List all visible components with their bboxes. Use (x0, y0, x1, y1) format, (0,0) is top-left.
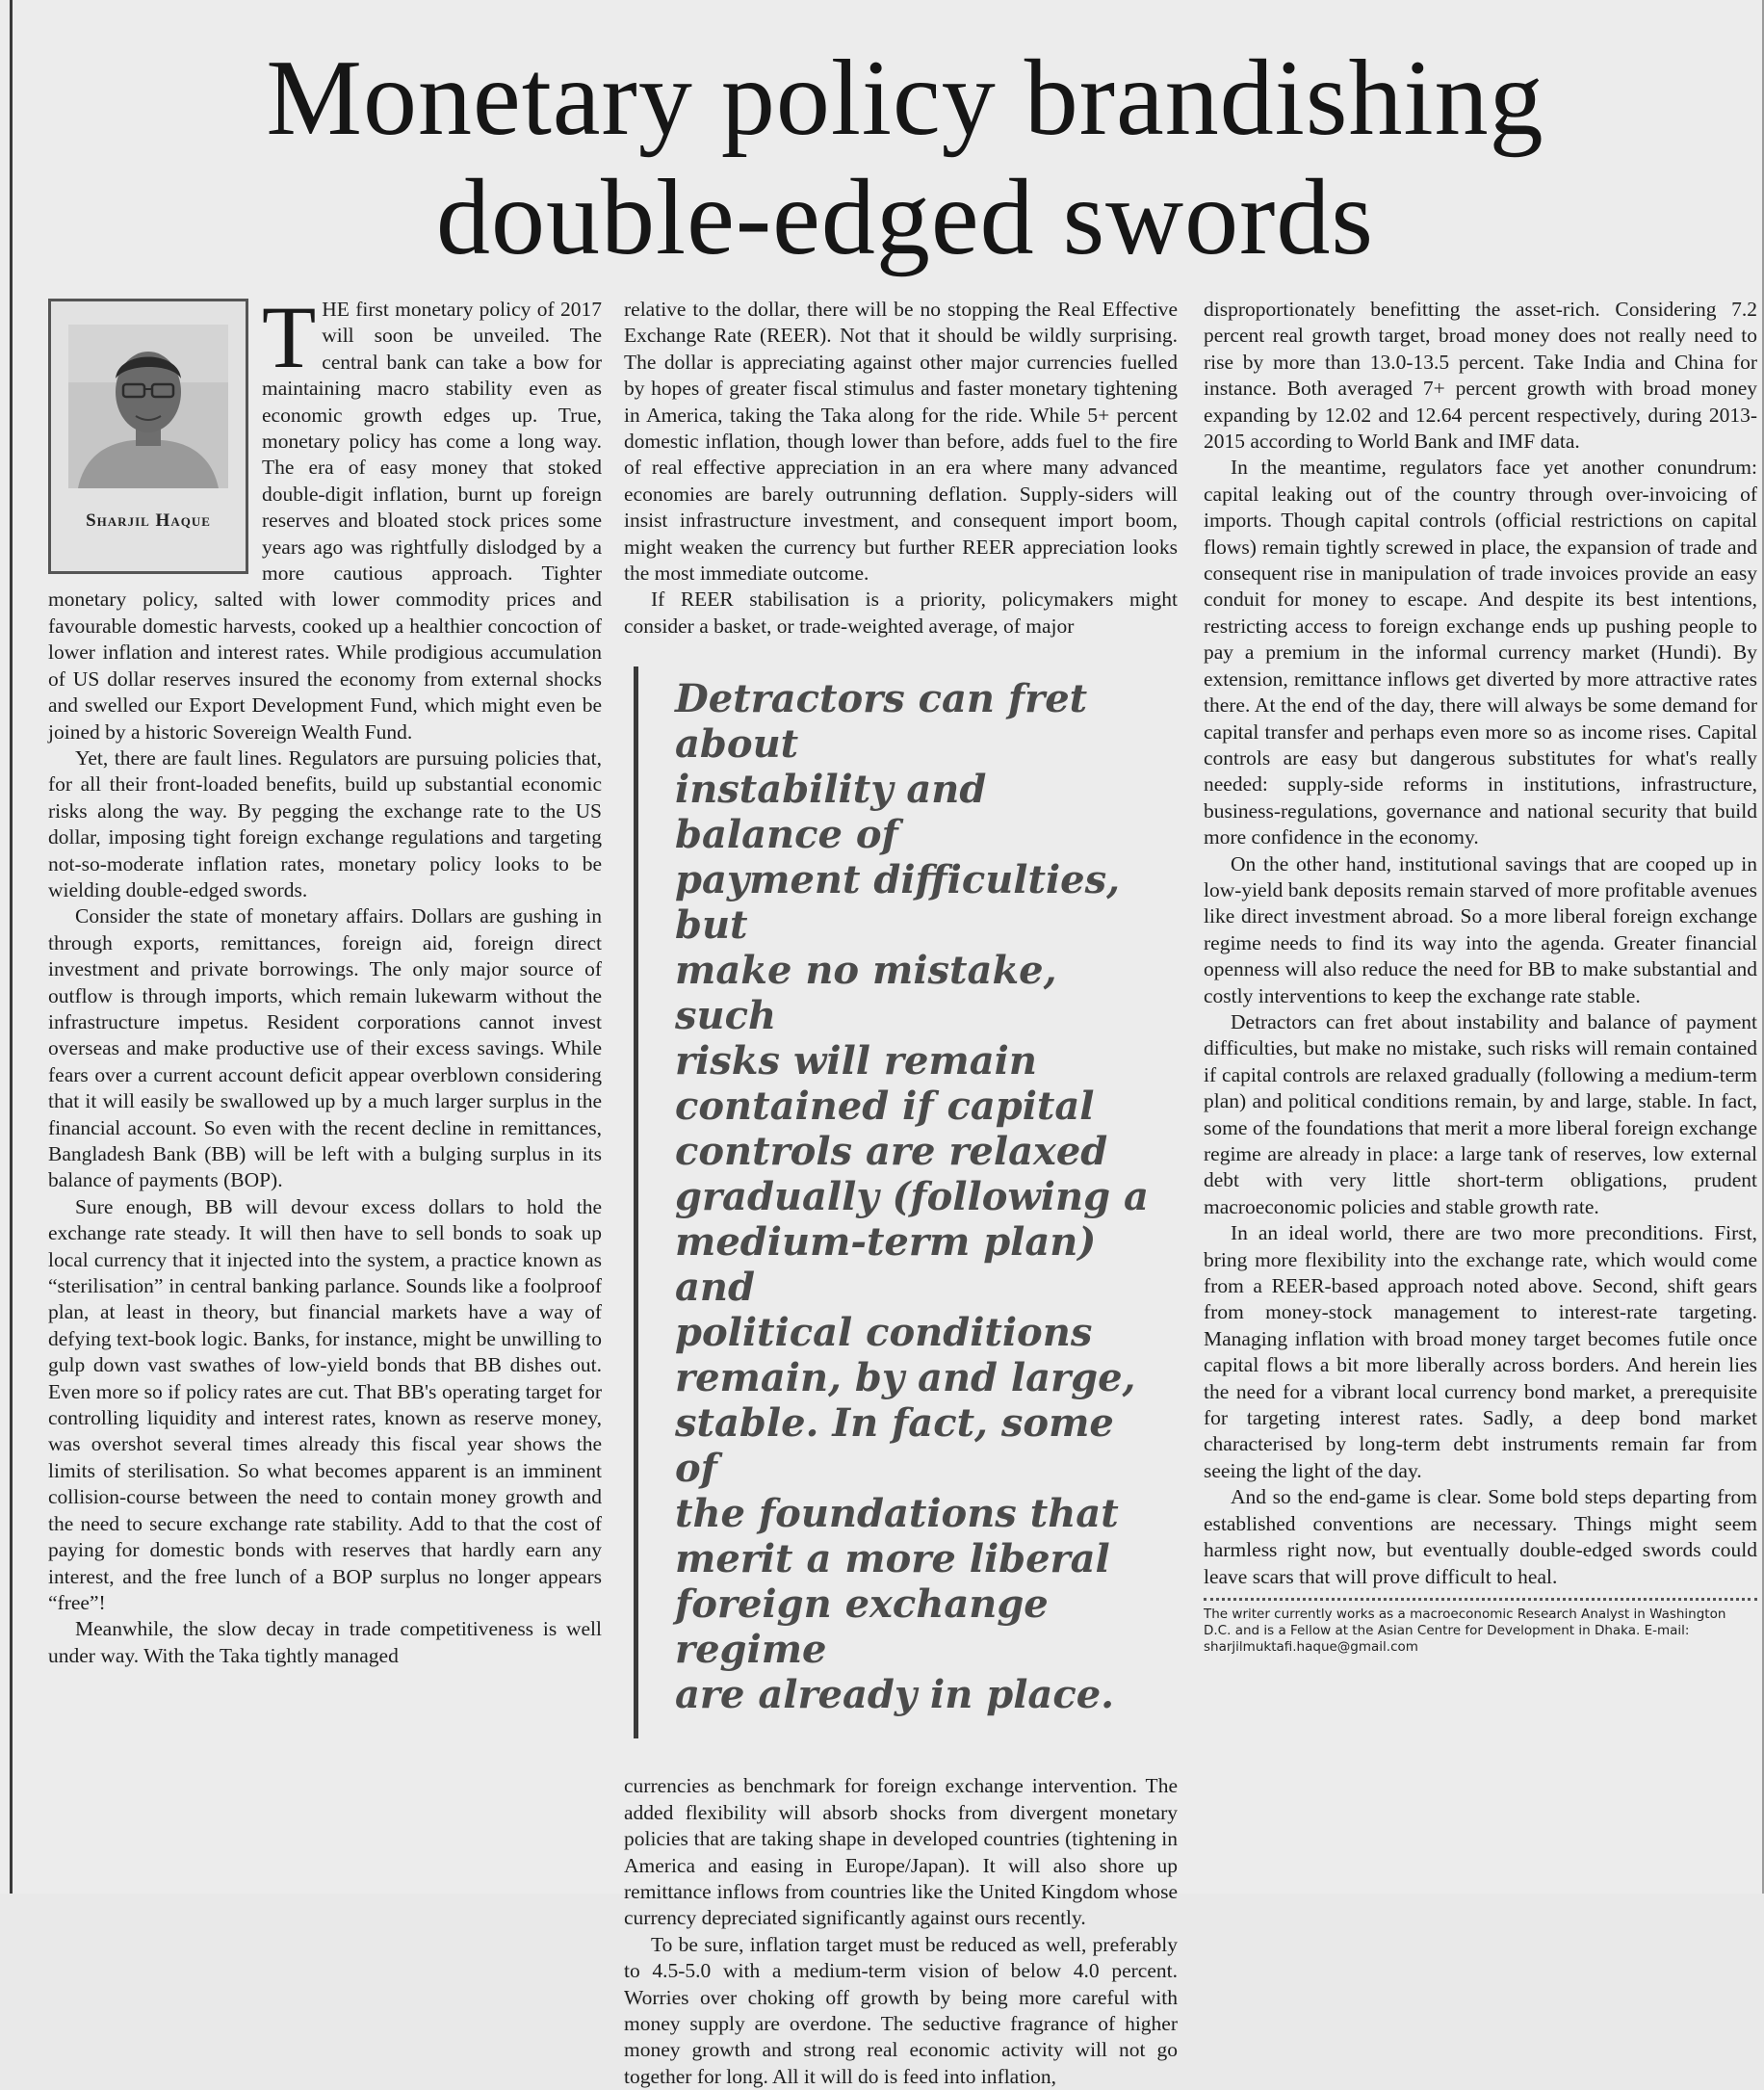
paragraph: THE first monetary policy of 2017 will soon be unveiled. The central bank can take a bow for maintaining macro stability even as economic growth edges up. True, monetary policy has come a long way. The era of easy money that stoked double-digit inflation, burnt up foreign reserves and bloated stock prices some years ago was rightfully dislodged by a more cautious approach. Tighter monetary policy, salted with lower commodity prices and favourable domestic harvests, cooked up a healthier concoction of lower inflation and interest rates. While prodigious accumulation of US dollar reserves insured the economy from external shocks and swelled our Export Development Fund, which might even be joined by a historic Sovereign Wealth Fund. (48, 288, 602, 744)
pull-quote-line: medium-term plan) and (675, 1219, 1097, 1311)
headline (58, 39, 1752, 277)
pull-quote (634, 666, 1178, 1738)
paragraph: And so the end-game is clear. Some bold steps departing from established conventions are necessary. Things might seem harmless right now, but eventually double-edged swords could leave scars that will prove difficult to heal. (1204, 1485, 1757, 1588)
author-name: Sharjil Haque (86, 510, 211, 531)
paragraph: Yet, there are fault lines. Regulators are pursuing policies that, for all their front-loaded benefits, build up substantial economic risks along the way. By pegging the exchange rate to the US dollar, imposing tight foreign exchange regulations and targeting not-so-moderate inflation rates, monetary policy looks to be wielding double-edged swords. (48, 745, 602, 901)
headline-line-2: double-edged swords (436, 158, 1374, 277)
pull-quote-line: contained if capital (675, 1084, 1095, 1130)
pull-quote-line: remain, by and large, (675, 1355, 1136, 1401)
drop-cap: T (262, 288, 317, 386)
pull-quote-line: foreign exchange regime (675, 1581, 1049, 1673)
pull-quote-line: Detractors can fret about (675, 676, 1088, 768)
paragraph: currencies as benchmark for foreign exchange intervention. The added flexibility will absorb shocks from divergent monetary policies that are taking shape in developed countries (tightening in America and easing in Europe/Japan). It will also shore up remittance inflows from countries like the United Kingdom whose currency depreciated significantly against ours recently. (624, 1774, 1178, 1930)
pull-quote-line: stable. In fact, some of (675, 1400, 1114, 1492)
paragraph: Detractors can fret about instability and balance of payment difficulties, but make no mistake, such risks will remain contained if capital controls are relaxed gradually (following a medium-term plan) and political conditions remain, by and large, stable. In fact, some of the foundations that merit a more liberal foreign exchange regime are already in place: a large tank of reserves, low external debt with very little short-term obligations, prudent macroeconomic policies and stable growth rate. (1204, 1009, 1757, 1218)
headline-line-1: Monetary policy brandishing (266, 39, 1544, 158)
paragraph: Meanwhile, the slow decay in trade competitiveness is well under way. With the Taka tightly managed (48, 1617, 602, 1667)
author-photo (68, 325, 228, 488)
pull-quote-line: the foundations that (675, 1491, 1119, 1537)
byline-divider (1204, 1598, 1757, 1601)
pull-quote-line: payment difficulties, but (675, 857, 1121, 949)
author-byline: The writer currently works as a macroeconomic Research Analyst in Washington D.C. and is a Fellow at the Asian Centre for Development in Dhaka. E-mail: sharjilmuktafi.haque@gmail.com (1204, 1606, 1726, 1655)
pull-quote-line: instability and balance of (675, 767, 987, 858)
paragraph: In the meantime, regulators face yet another conundrum: capital leaking out of the country through over-invoicing of imports. Though capital controls (official restrictions on capital flows) remain tightly screwed in place, the expansion of trade and consequent rise in manipulation of trade invoices provide an easy conduit for money to escape. And despite its best intentions, restricting access to foreign exchange ends up pushing people to pay a premium in the informal currency market (Hundi). By extension, remittance inflows get diverted by more attractive rates there. At the end of the day, there will always be some demand for capital transfer and perhaps even more so as income rises. Capital controls are easy but dangerous substitutes for what's really needed: supply-side reforms in institutions, infrastructure, business-regulations, governance and national security that build more confidence in the economy. (1204, 456, 1757, 849)
pull-quote-line: controls are relaxed (675, 1129, 1108, 1175)
paragraph: In an ideal world, there are two more preconditions. First, bring more flexibility into the exchange rate, which would come from a REER-based approach noted above. Second, shift gears from money-stock management to interest-rate targeting. Managing inflation with broad money target becomes futile once capital flows a bit more liberally across borders. And herein lies the need for a vibrant local currency bond market, a prerequisite for targeting interest rates. Sadly, a deep bond market characterised by long-term debt instruments remain far from seeing the light of the day. (1204, 1221, 1757, 1482)
paragraph: Sure enough, BB will devour excess dollars to hold the exchange rate steady. It will then have to sell bonds to soak up local currency that it injected into the system, a practice known as “sterilisation” in central banking parlance. Sounds like a foolproof plan, at least in theory, but financial markets have a way of defying text-book logic. Banks, for instance, might be unwilling to gulp down vast swathes of low-yield bonds that BB dishes out. Even more so if policy rates are cut. That BB's operating target for controlling liquidity and interest rates, known as reserve money, was overshot several times already this fiscal year shows the limits of sterilisation. So what becomes apparent is an imminent collision-course between the need to contain money growth and the need to secure exchange rate stability. Add to that the cost of paying for domestic bonds with reserves that hardly earn any interest, and the free lunch of a BOP surplus no longer appears “free”! (48, 1194, 602, 1614)
paragraph: disproportionately benefitting the asset-rich. Considering 7.2 percent real growth target, broad money does not really need to rise by more than 13.0-13.5 percent. Take India and China for instance. Both averaged 7+ percent growth with broad money expanding by 12.02 and 12.64 percent respectively, during 2013-2015 according to World Bank and IMF data. (1204, 298, 1757, 454)
pull-quote-line: political conditions (675, 1310, 1093, 1356)
pull-quote-line: merit a more liberal (675, 1536, 1110, 1582)
paragraph: On the other hand, institutional savings that are cooped up in low-yield bank deposits remain starved of more profitable avenues like direct investment abroad. So a more liberal foreign exchange regime needs to find its way into the agenda. Greater financial openness will also reduce the need for BB to make substantial and costly interventions to keep the exchange rate stable. (1204, 851, 1757, 1007)
paragraph: Consider the state of monetary affairs. Dollars are gushing in through exports, remittances, foreign aid, foreign direct investment and private borrowings. The only major source of outflow is through imports, which remain lukewarm without the infrastructure impetus. Resident corporations cannot invest overseas and make productive use of their excess savings. While fears over a current account deficit appear overblown considering that it will easily be swallowed up by a much larger surplus in the financial account. So even with the recent decline in remittances, Bangladesh Bank (BB) will be left with a bulging surplus in its balance of payments (BOP). (48, 904, 602, 1192)
author-box (48, 299, 248, 574)
pull-quote-line: gradually (following a (675, 1174, 1149, 1220)
page-edge-rule (10, 0, 13, 1894)
pull-quote-line: are already in place. (675, 1672, 1115, 1718)
author-portrait-icon (68, 325, 228, 488)
paragraph: If REER stabilisation is a priority, policymakers might consider a basket, or trade-weighted average, of major (624, 588, 1178, 638)
paragraph: relative to the dollar, there will be no stopping the Real Effective Exchange Rate (REER). Not that it should be wildly surprising. The dollar is appreciating against other major currencies fuelled by hopes of greater fiscal stimulus and faster monetary tightening in America, taking the Taka along for the ride. While 5+ percent domestic inflation, though lower than before, adds fuel to the fire of real effective appreciation in an era where many advanced economies are barely outrunning deflation. Supply-siders will insist infrastructure investment, and consequent import boom, might weaken the currency but further REER appreciation looks the most immediate outcome. (624, 298, 1178, 586)
paragraph: To be sure, inflation target must be reduced as well, preferably to 4.5-5.0 with a medium-term vision of below 4.0 percent. Worries over choking off growth by being more careful with money supply are overdone. The seductive fragrance of higher money growth and strong real economic activity will not go together for long. All it will do is feed into inflation, (624, 1932, 1178, 2088)
column-1 (48, 288, 602, 1669)
column-3 (1204, 297, 1757, 1656)
pull-quote-line: make no mistake, such (675, 948, 1057, 1039)
column-2 (624, 297, 1178, 2090)
pull-quote-line: risks will remain (675, 1038, 1037, 1084)
